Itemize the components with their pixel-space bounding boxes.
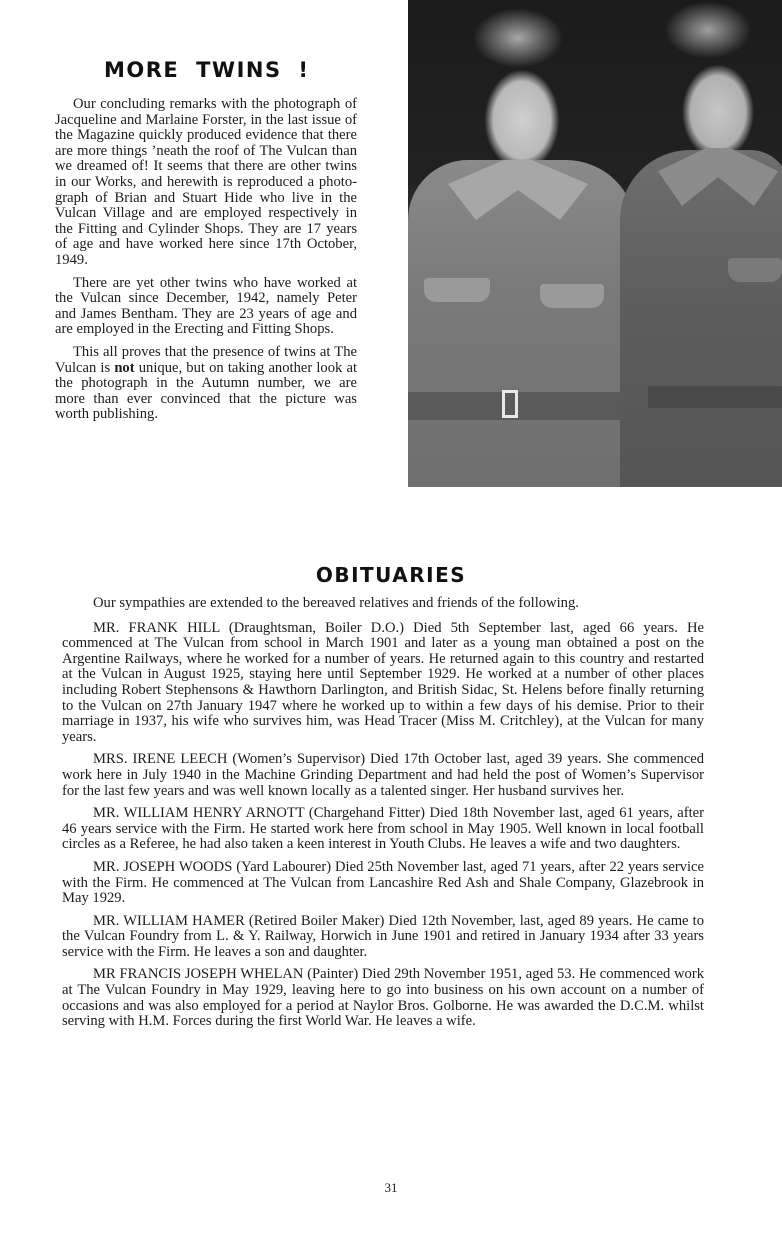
photo-right-belt bbox=[648, 386, 782, 408]
obituary-entry: MR. WILLIAM HENRY ARNOTT (Chargehand Fitter) Died 18th November last, aged 61 years, after 46 years service with the Firm. He started work here from school in May 1905. Well known in local football circles as a Referee, he had also taken a keen interest in Youth Clubs. He leaves a wife and two daughters. bbox=[62, 805, 704, 853]
twins-closing-paragraph bbox=[55, 345, 357, 423]
closing-text-before: This all proves that the presence of twins at The Vulcan is bbox=[55, 343, 357, 376]
obituary-entry: MR. FRANK HILL (Draughtsman, Boiler D.O.) Died 5th September last, aged 66 years. He commenced at The Vulcan from school in March 1901 and later as a young man obtained a post on the Argentine Railways, where he worked for a number of years. He returned again to this country and restarted at the Vulcan in August 1925, staying here until September 1929. He worked at a number of other places including Robert Stephensons & Hawthorn Darlington, and British Sidac, St. Helens before finally returning to the Vulcan on 27th January 1947 where he worked up to within a few days of his demise. Prior to their marriage in 1937, his wife who survives him, was Head Tracer (Miss M. Critchley), at the Vulcan for many years. bbox=[62, 619, 704, 745]
twins-article-title: MORE TWINS ! bbox=[104, 58, 310, 82]
obituary-entry: MR. WILLIAM HAMER (Retired Boiler Maker) Died 12th November, last, aged 89 years. He came to the Vulcan Foundry from L. & Y. Railway, Horwich in June 1901 and retired in January 1934 after 33 years service with the Firm. He leaves a son and daughter. bbox=[62, 912, 704, 960]
obituaries-title: OBITUARIES bbox=[315, 563, 467, 587]
twins-article-body bbox=[55, 97, 357, 430]
page-number: 31 bbox=[384, 1180, 398, 1195]
obituary-entry: MR. JOSEPH WOODS (Yard Labourer) Died 25th November last, aged 71 years, after 22 years service with the Firm. He commenced at The Vulcan from Lancashire Red Ash and Shale Company, Glazebrook in May 1929. bbox=[62, 858, 704, 907]
photo-pocket bbox=[540, 284, 604, 308]
photo-belt-buckle bbox=[502, 390, 518, 418]
photo-left-twin-torso bbox=[408, 160, 636, 487]
obituaries-intro: Our sympathies are extended to the bereaved relatives and friends of the following. bbox=[93, 595, 579, 611]
photo-pocket bbox=[728, 258, 782, 282]
closing-text-after: unique, but on taking another look at the photograph in the Autumn number, we are more than ever convinced that the picture was worth publishing. bbox=[55, 359, 357, 423]
closing-emphasis: not bbox=[114, 359, 135, 376]
obituary-entry: MRS. IRENE LEECH (Women’s Supervisor) Died 17th October last, aged 39 years. She commenced work here in July 1940 in the Machine Grinding Department and had held the post of Women’s Supervisor for the last few years and was well known locally as a talented singer. Her husband survives her. bbox=[62, 751, 704, 799]
obituaries-body bbox=[62, 596, 704, 1037]
twins-photograph bbox=[408, 0, 782, 487]
photo-pocket bbox=[424, 278, 490, 302]
obituary-entry: MR FRANCIS JOSEPH WHELAN (Painter) Died 29th November 1951, aged 53. He commenced work at The Vulcan Foundry in May 1929, leaving here to go into business on his own account on a number of occasions and was also employed for a period at Naylor Bros. Golborne. He was awarded the D.C.M. whilst serving with H.M. Forces during the first World War. He leaves a wife. bbox=[62, 966, 704, 1030]
twins-paragraph: There are yet other twins who have worked at the Vulcan since December, 1942, namely Peter and James Bentham. They are 23 years of age and are employed in the Erecting and Fitting Shops. bbox=[55, 274, 357, 338]
twins-paragraph: Our concluding remarks with the photograph of Jacqueline and Marlaine Forster, in the last issue of the Magazine quickly produced evidence that there are more things ’neath the roof of The Vulcan than we dreamed of! It seems that there are other twins in our Works, and herewith is reproduced a photograph of Brian and Stuart Hide who live in the Vulcan Village and are employed respectively in the Fitting and Cylinder Shops. They are 17 years of age and have worked here since 17th October, 1949. bbox=[55, 96, 357, 268]
